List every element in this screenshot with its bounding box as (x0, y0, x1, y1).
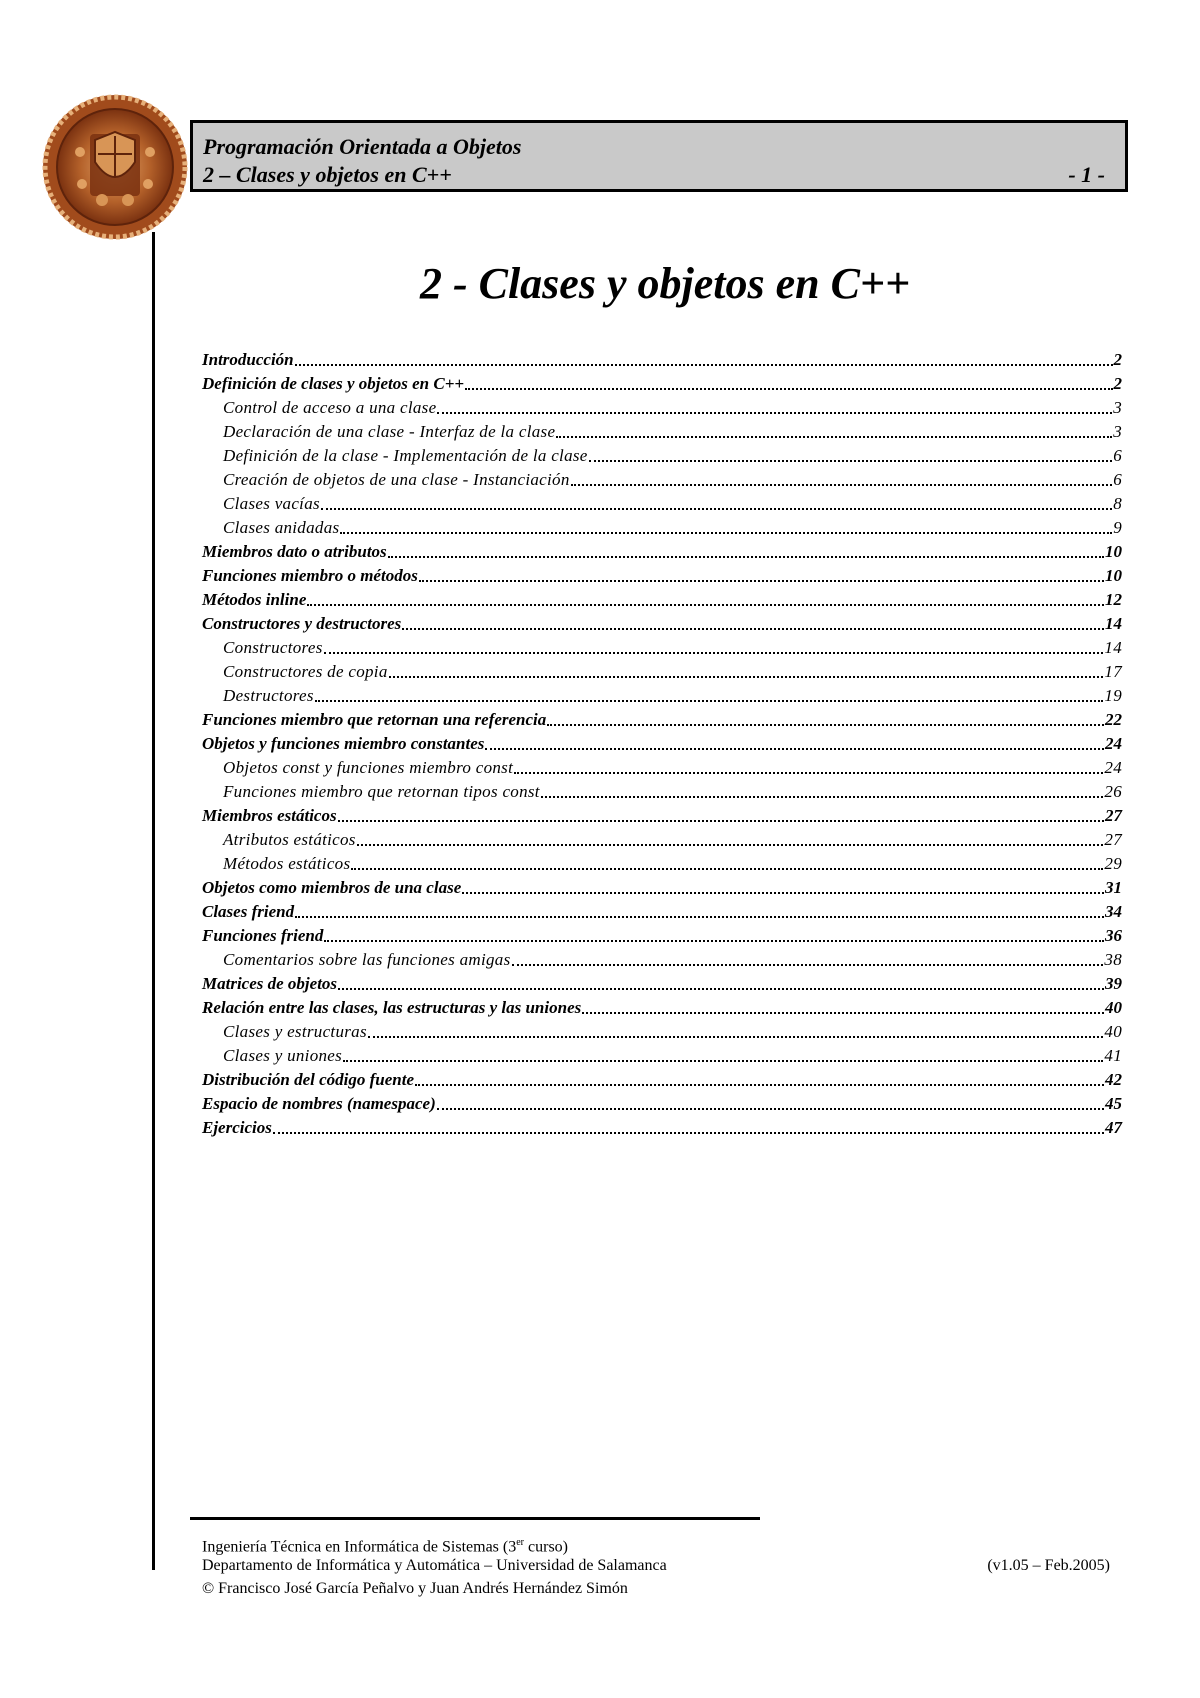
toc-entry-page: 3 (1113, 422, 1122, 441)
toc-entry-page: 8 (1113, 494, 1122, 513)
toc-leader-dots (273, 1131, 1104, 1134)
toc-entry-label: Objetos como miembros de una clase (202, 878, 462, 897)
toc-entry-page: 10 (1105, 566, 1122, 585)
toc-entry-label: Introducción (202, 350, 294, 369)
toc-entry[interactable] (202, 900, 1122, 924)
toc-entry-label: Definición de clases y objetos en C++ (202, 374, 465, 393)
toc-entry-page: 26 (1104, 782, 1122, 801)
toc-leader-dots (514, 771, 1103, 774)
toc-entry[interactable] (202, 876, 1122, 900)
toc-entry[interactable] (202, 852, 1122, 876)
toc-leader-dots (437, 411, 1112, 414)
toc-leader-dots (338, 819, 1104, 822)
toc-entry-label: Miembros dato o atributos (202, 542, 387, 561)
toc-entry-label: Objetos const y funciones miembro const (223, 758, 514, 777)
toc-entry-label: Destructores (223, 686, 314, 705)
footer-version: (v1.05 – Feb.2005) (987, 1557, 1110, 1574)
toc-leader-dots (419, 579, 1104, 582)
toc-entry-label: Objetos y funciones miembro constantes (202, 734, 485, 753)
toc-entry[interactable] (202, 780, 1122, 804)
toc-leader-dots (582, 1011, 1104, 1014)
toc-entry-label: Atributos estáticos (223, 830, 356, 849)
toc-leader-dots (547, 723, 1104, 726)
toc-entry[interactable] (202, 348, 1122, 372)
toc-entry-label: Funciones friend (202, 926, 324, 945)
toc-entry-label: Funciones miembro que retornan una referencia (202, 710, 547, 729)
toc-entry-page: 27 (1104, 830, 1122, 849)
toc-entry-label: Constructores y destructores (202, 614, 402, 633)
toc-leader-dots (556, 435, 1112, 438)
chapter-title: 2 - Clases y objetos en C++ (419, 259, 911, 308)
left-margin-rule (152, 232, 155, 1570)
toc-entry[interactable] (202, 1116, 1122, 1140)
toc-entry[interactable] (202, 1092, 1122, 1116)
toc-entry-label: Comentarios sobre las funciones amigas (223, 950, 511, 969)
toc-entry-label: Clases y estructuras (223, 1022, 367, 1041)
toc-leader-dots (324, 651, 1104, 654)
toc-entry-page: 36 (1105, 926, 1122, 945)
footer-degree-suffix: curso) (524, 1538, 568, 1556)
toc-entry[interactable] (202, 540, 1122, 564)
toc-leader-dots (295, 915, 1104, 918)
toc-leader-dots (295, 363, 1113, 366)
toc-leader-dots (338, 987, 1104, 990)
toc-entry[interactable] (202, 708, 1122, 732)
university-seal-icon (40, 92, 190, 242)
toc-entry-label: Espacio de nombres (namespace) (202, 1094, 436, 1113)
toc-entry-label: Miembros estáticos (202, 806, 337, 825)
toc-leader-dots (307, 603, 1104, 606)
toc-entry-label: Ejercicios (202, 1118, 272, 1137)
toc-leader-dots (389, 675, 1104, 678)
toc-leader-dots (388, 555, 1104, 558)
toc-entry[interactable] (202, 924, 1122, 948)
toc-entry-page: 29 (1104, 854, 1122, 873)
toc-entry[interactable] (202, 516, 1122, 540)
toc-entry-page: 34 (1105, 902, 1122, 921)
toc-entry-page: 27 (1105, 806, 1122, 825)
toc-entry-label: Métodos inline (202, 590, 307, 609)
toc-entry-label: Funciones miembro que retornan tipos const (223, 782, 540, 801)
toc-entry-page: 3 (1113, 398, 1122, 417)
toc-entry[interactable] (202, 948, 1122, 972)
header-title: Programación Orientada a Objetos (203, 134, 522, 159)
toc-leader-dots (415, 1083, 1104, 1086)
toc-entry[interactable] (202, 492, 1122, 516)
toc-entry-label: Matrices de objetos (202, 974, 338, 993)
toc-entry[interactable] (202, 564, 1122, 588)
header-page-number: - 1 - (1068, 162, 1105, 187)
toc-entry-label: Funciones miembro o métodos (202, 566, 418, 585)
toc-leader-dots (321, 507, 1112, 510)
toc-entry-page: 14 (1104, 638, 1122, 657)
toc-entry[interactable] (202, 660, 1122, 684)
toc-leader-dots (589, 459, 1113, 462)
toc-entry-label: Constructores (223, 638, 323, 657)
toc-entry-page: 24 (1104, 758, 1122, 777)
toc-entry[interactable] (202, 684, 1122, 708)
toc-entry[interactable] (202, 588, 1122, 612)
toc-entry[interactable] (202, 444, 1122, 468)
toc-entry-page: 42 (1105, 1070, 1122, 1089)
toc-leader-dots (485, 747, 1104, 750)
toc-entry-page: 6 (1113, 470, 1122, 489)
page-footer (202, 1531, 1122, 1600)
toc-leader-dots (462, 891, 1104, 894)
toc-entry-page: 47 (1105, 1118, 1122, 1137)
toc-entry-page: 2 (1113, 350, 1122, 369)
toc-entry-page: 40 (1104, 1022, 1122, 1041)
footer-degree-sup: er (516, 1537, 525, 1548)
toc-entry-page: 41 (1104, 1046, 1122, 1065)
toc-entry[interactable] (202, 1020, 1122, 1044)
toc-leader-dots (340, 531, 1112, 534)
toc-leader-dots (368, 1035, 1104, 1038)
toc-leader-dots (343, 1059, 1103, 1062)
toc-entry-label: Definición de la clase - Implementación de la clase (223, 446, 588, 465)
toc-entry-page: 10 (1105, 542, 1122, 561)
toc-entry-page: 19 (1104, 686, 1122, 705)
toc-entry-label: Creación de objetos de una clase - Instanciación (223, 470, 570, 489)
toc-entry[interactable] (202, 420, 1122, 444)
toc-entry-page: 40 (1105, 998, 1122, 1017)
toc-entry-label: Distribución del código fuente (202, 1070, 415, 1089)
toc-leader-dots (571, 483, 1113, 486)
table-of-contents (202, 348, 1122, 1140)
toc-leader-dots (357, 843, 1104, 846)
toc-entry-page: 12 (1105, 590, 1122, 609)
toc-entry[interactable] (202, 468, 1122, 492)
toc-entry-label: Constructores de copia (223, 662, 388, 681)
toc-entry-page: 39 (1105, 974, 1122, 993)
toc-entry[interactable] (202, 732, 1122, 756)
toc-leader-dots (465, 387, 1112, 390)
toc-entry[interactable] (202, 636, 1122, 660)
toc-leader-dots (512, 963, 1104, 966)
toc-leader-dots (315, 699, 1104, 702)
toc-entry[interactable] (202, 756, 1122, 780)
toc-entry-label: Relación entre las clases, las estructuras y las uniones (202, 998, 582, 1017)
footer-department-line (202, 1554, 1122, 1577)
toc-entry-page: 38 (1104, 950, 1122, 969)
toc-entry[interactable] (202, 996, 1122, 1020)
running-header (190, 120, 1128, 192)
toc-entry-page: 24 (1105, 734, 1122, 753)
toc-entry[interactable] (202, 972, 1122, 996)
footer-copyright-line: © Francisco José García Peñalvo y Juan Andrés Hernández Simón (202, 1580, 628, 1597)
toc-entry[interactable] (202, 1044, 1122, 1068)
footer-department: Departamento de Informática y Automática – Universidad de Salamanca (202, 1557, 667, 1574)
toc-leader-dots (351, 867, 1103, 870)
toc-entry-label: Clases anidadas (223, 518, 340, 537)
footer-rule (190, 1517, 760, 1520)
toc-leader-dots (324, 939, 1104, 942)
toc-entry[interactable] (202, 828, 1122, 852)
footer-degree-line (202, 1531, 1122, 1554)
toc-entry-label: Clases friend (202, 902, 295, 921)
toc-entry-page: 2 (1113, 374, 1122, 393)
toc-entry-page: 9 (1113, 518, 1122, 537)
toc-leader-dots (437, 1107, 1104, 1110)
toc-leader-dots (541, 795, 1104, 798)
footer-degree-prefix: Ingeniería Técnica en Informática de Sistemas (3 (202, 1538, 517, 1556)
toc-entry[interactable] (202, 804, 1122, 828)
toc-entry-page: 45 (1105, 1094, 1122, 1113)
toc-entry-page: 14 (1105, 614, 1122, 633)
toc-entry-page: 31 (1105, 878, 1122, 897)
toc-entry-label: Declaración de una clase - Interfaz de la clase (223, 422, 556, 441)
toc-entry[interactable] (202, 612, 1122, 636)
toc-entry-page: 6 (1113, 446, 1122, 465)
toc-entry-label: Clases vacías (223, 494, 320, 513)
toc-entry-label: Métodos estáticos (223, 854, 351, 873)
toc-entry[interactable] (202, 1068, 1122, 1092)
toc-entry-label: Control de acceso a una clase (223, 398, 437, 417)
toc-entry[interactable] (202, 396, 1122, 420)
toc-entry-page: 17 (1104, 662, 1122, 681)
toc-entry-label: Clases y uniones (223, 1046, 343, 1065)
toc-entry-page: 22 (1105, 710, 1122, 729)
toc-leader-dots (402, 627, 1104, 630)
toc-entry[interactable] (202, 372, 1122, 396)
header-subtitle: 2 – Clases y objetos en C++ (203, 162, 452, 187)
